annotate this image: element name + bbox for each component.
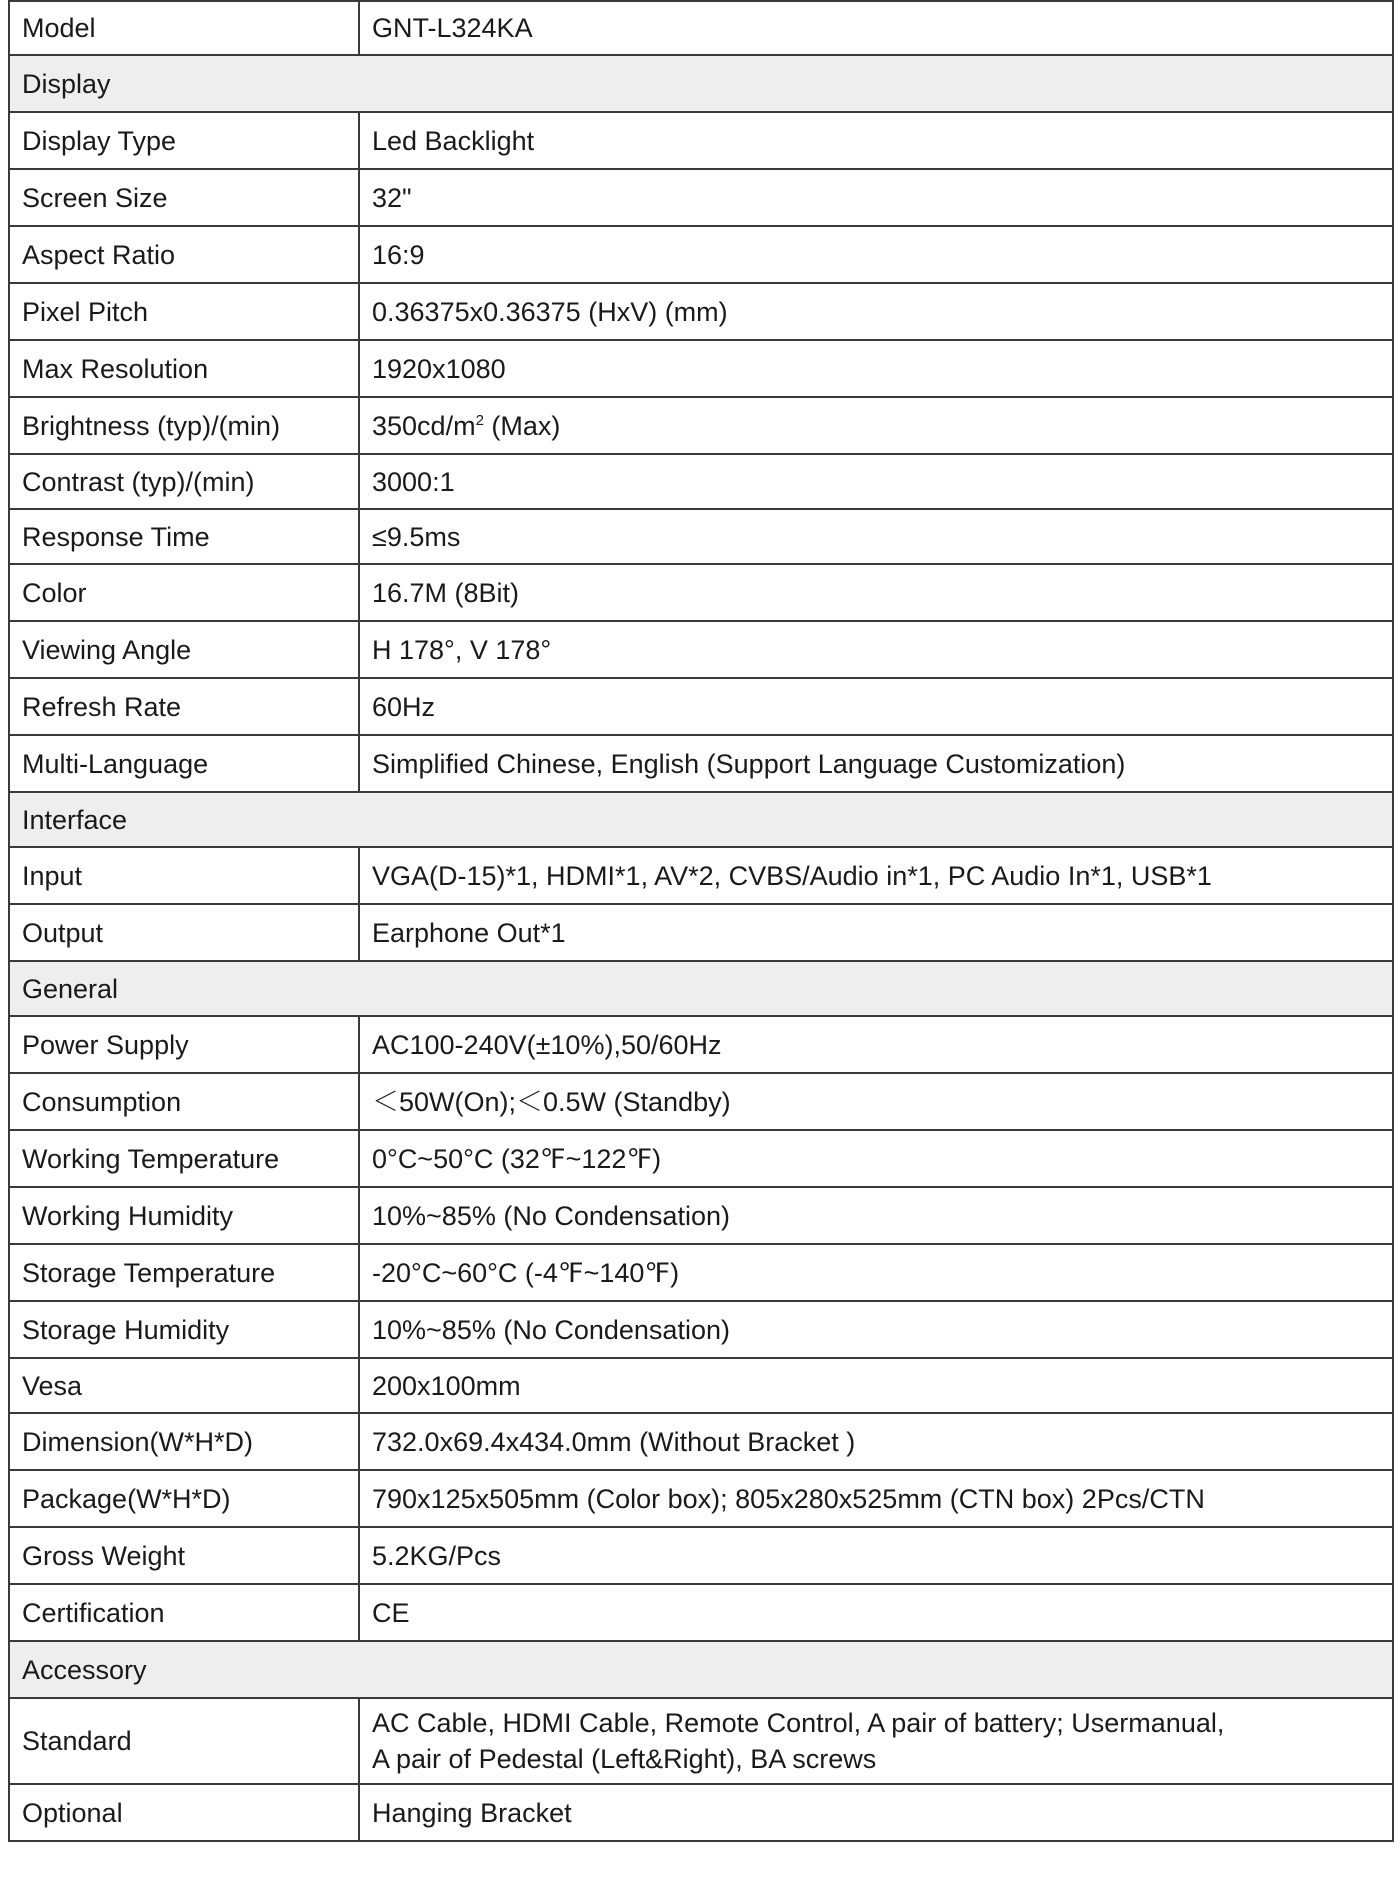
spec-value: ＜50W(On);＜0.5W (Standby) — [359, 1073, 1393, 1130]
spec-label: Dimension(W*H*D) — [9, 1413, 359, 1470]
spec-row-viewing-angle — [9, 621, 1393, 678]
spec-row-pixel-pitch — [9, 283, 1393, 340]
spec-row-brightness-typ-min — [9, 397, 1393, 454]
spec-row-gross-weight — [9, 1527, 1393, 1584]
spec-sheet — [8, 0, 1392, 1842]
spec-row-package-w-h-d — [9, 1470, 1393, 1527]
spec-label: Vesa — [9, 1358, 359, 1413]
spec-value: 0.36375x0.36375 (HxV) (mm) — [359, 283, 1393, 340]
spec-value: CE — [359, 1584, 1393, 1641]
spec-row-storage-temperature — [9, 1244, 1393, 1301]
spec-row-dimension-w-h-d — [9, 1413, 1393, 1470]
spec-row-multi-language — [9, 735, 1393, 792]
spec-label: Multi-Language — [9, 735, 359, 792]
spec-row-model — [9, 1, 1393, 55]
spec-row-storage-humidity — [9, 1301, 1393, 1358]
spec-row-output — [9, 904, 1393, 961]
spec-label: Standard — [9, 1698, 359, 1784]
section-row-interface — [9, 792, 1393, 847]
spec-value: Hanging Bracket — [359, 1784, 1393, 1841]
spec-label: Display Type — [9, 112, 359, 169]
section-heading: Interface — [9, 792, 1393, 847]
spec-label: Package(W*H*D) — [9, 1470, 359, 1527]
spec-value: 10%~85% (No Condensation) — [359, 1187, 1393, 1244]
spec-value: 10%~85% (No Condensation) — [359, 1301, 1393, 1358]
spec-value: Earphone Out*1 — [359, 904, 1393, 961]
spec-label: Input — [9, 847, 359, 904]
spec-label: Aspect Ratio — [9, 226, 359, 283]
spec-value: 16:9 — [359, 226, 1393, 283]
spec-row-display-type — [9, 112, 1393, 169]
spec-label: Refresh Rate — [9, 678, 359, 735]
spec-value — [359, 397, 1393, 454]
spec-row-certification — [9, 1584, 1393, 1641]
spec-label: Viewing Angle — [9, 621, 359, 678]
spec-label: Brightness (typ)/(min) — [9, 397, 359, 454]
spec-value: VGA(D-15)*1, HDMI*1, AV*2, CVBS/Audio in*1, PC Audio In*1, USB*1 — [359, 847, 1393, 904]
spec-table-body — [9, 1, 1393, 1841]
spec-value: 1920x1080 — [359, 340, 1393, 397]
spec-value — [359, 1698, 1393, 1784]
spec-label: Screen Size — [9, 169, 359, 226]
spec-label: Storage Humidity — [9, 1301, 359, 1358]
spec-value-text: 350cd/m — [372, 410, 476, 441]
spec-table — [8, 0, 1394, 1842]
spec-label: Working Temperature — [9, 1130, 359, 1187]
spec-row-color — [9, 564, 1393, 621]
spec-value-line: AC Cable, HDMI Cable, Remote Control, A pair of battery; Usermanual, — [372, 1708, 1225, 1738]
spec-value: AC100-240V(±10%),50/60Hz — [359, 1016, 1393, 1073]
spec-value: GNT-L324KA — [359, 1, 1393, 55]
section-row-display — [9, 55, 1393, 112]
spec-row-standard — [9, 1698, 1393, 1784]
spec-row-working-temperature — [9, 1130, 1393, 1187]
spec-value: Simplified Chinese, English (Support Language Customization) — [359, 735, 1393, 792]
spec-value: 200x100mm — [359, 1358, 1393, 1413]
section-row-accessory — [9, 1641, 1393, 1698]
spec-value-text: (Max) — [483, 410, 561, 441]
spec-label: Pixel Pitch — [9, 283, 359, 340]
spec-label: Power Supply — [9, 1016, 359, 1073]
spec-row-refresh-rate — [9, 678, 1393, 735]
spec-row-optional — [9, 1784, 1393, 1841]
spec-row-working-humidity — [9, 1187, 1393, 1244]
spec-label: Model — [9, 1, 359, 55]
spec-label: Output — [9, 904, 359, 961]
spec-value: 3000:1 — [359, 454, 1393, 509]
spec-label: Optional — [9, 1784, 359, 1841]
section-heading: Display — [9, 55, 1393, 112]
spec-label: Response Time — [9, 509, 359, 564]
spec-value: -20°C~60°C (-4℉~140℉) — [359, 1244, 1393, 1301]
spec-row-aspect-ratio — [9, 226, 1393, 283]
spec-row-contrast-typ-min — [9, 454, 1393, 509]
spec-value: 5.2KG/Pcs — [359, 1527, 1393, 1584]
spec-value: 732.0x69.4x434.0mm (Without Bracket ) — [359, 1413, 1393, 1470]
spec-row-screen-size — [9, 169, 1393, 226]
spec-value: H 178°, V 178° — [359, 621, 1393, 678]
spec-label: Consumption — [9, 1073, 359, 1130]
spec-row-input — [9, 847, 1393, 904]
spec-label: Contrast (typ)/(min) — [9, 454, 359, 509]
spec-row-consumption — [9, 1073, 1393, 1130]
section-row-general — [9, 961, 1393, 1016]
spec-row-max-resolution — [9, 340, 1393, 397]
spec-value: 32" — [359, 169, 1393, 226]
spec-value: ≤9.5ms — [359, 509, 1393, 564]
spec-label: Working Humidity — [9, 1187, 359, 1244]
spec-value: 60Hz — [359, 678, 1393, 735]
spec-label: Max Resolution — [9, 340, 359, 397]
spec-value: 0°C~50°C (32℉~122℉) — [359, 1130, 1393, 1187]
section-heading: General — [9, 961, 1393, 1016]
spec-label: Color — [9, 564, 359, 621]
spec-row-response-time — [9, 509, 1393, 564]
spec-value: 16.7M (8Bit) — [359, 564, 1393, 621]
spec-value: Led Backlight — [359, 112, 1393, 169]
spec-row-vesa — [9, 1358, 1393, 1413]
spec-value: 790x125x505mm (Color box); 805x280x525mm (CTN box) 2Pcs/CTN — [359, 1470, 1393, 1527]
section-heading: Accessory — [9, 1641, 1393, 1698]
spec-value-line: A pair of Pedestal (Left&Right), BA screws — [372, 1744, 877, 1774]
spec-label: Storage Temperature — [9, 1244, 359, 1301]
spec-label: Gross Weight — [9, 1527, 359, 1584]
spec-row-power-supply — [9, 1016, 1393, 1073]
superscript: 2 — [475, 411, 484, 429]
spec-label: Certification — [9, 1584, 359, 1641]
